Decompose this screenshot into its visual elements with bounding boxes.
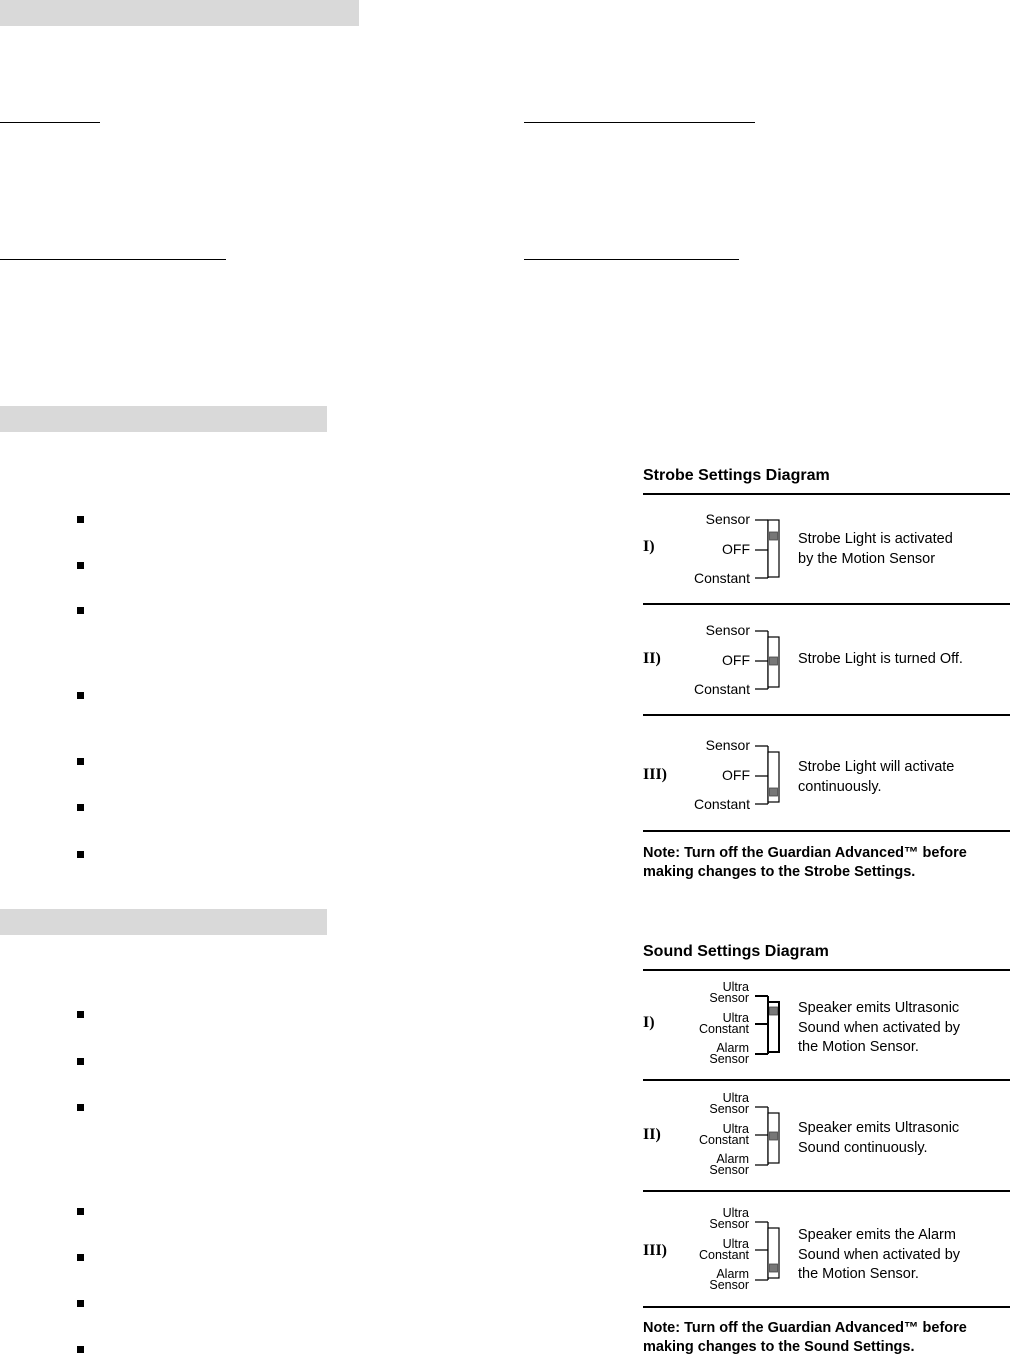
strobe-diagram-title: Strobe Settings Diagram xyxy=(643,467,830,484)
row-number: II) xyxy=(643,650,661,667)
heading-underline-2 xyxy=(524,122,755,123)
heading-underline-3 xyxy=(0,259,226,260)
slide-switch-icon xyxy=(752,1105,782,1167)
row-number: I) xyxy=(643,1014,655,1031)
switch-label-ultra-constant: Ultra Constant xyxy=(698,1237,749,1262)
bullet-icon xyxy=(77,1208,84,1215)
sound-rule xyxy=(643,969,1010,971)
switch-label-sensor: Sensor xyxy=(705,622,750,638)
strobe-rule xyxy=(643,830,1010,832)
switch-label-constant: Constant xyxy=(693,570,750,586)
slide-switch-icon xyxy=(752,627,782,691)
slide-switch-icon xyxy=(752,1220,782,1282)
switch-label-ultra-sensor: Ultra Sensor xyxy=(709,1091,749,1116)
strobe-rule xyxy=(643,603,1010,605)
bullet-icon xyxy=(77,1104,84,1111)
switch-label-constant: Constant xyxy=(693,681,750,697)
bullet-icon xyxy=(77,1254,84,1261)
section-header-bar-strobe xyxy=(0,406,327,432)
switch-label-ultra-constant: Ultra Constant xyxy=(698,1122,749,1147)
row-number: II) xyxy=(643,1126,661,1143)
switch-label-sensor: Sensor xyxy=(705,511,750,527)
switch-label-ultra-sensor: Ultra Sensor xyxy=(709,1206,749,1231)
strobe-rule xyxy=(643,493,1010,495)
sound-note: Note: Turn off the Guardian Advanced™ before making changes to the Sound Settings. xyxy=(643,1320,967,1355)
bullet-icon xyxy=(77,1346,84,1353)
section-header-bar-top xyxy=(0,0,359,26)
switch-label-off: OFF xyxy=(722,652,750,668)
slide-switch-icon xyxy=(752,516,782,580)
sound-rule xyxy=(643,1306,1010,1308)
sound-row-1-desc: Speaker emits Ultrasonic Sound when activated by the Motion Sensor. xyxy=(798,1000,961,1055)
bullet-icon xyxy=(77,692,84,699)
sound-rule xyxy=(643,1079,1010,1081)
bullet-icon xyxy=(77,516,84,523)
heading-underline-1 xyxy=(0,122,100,123)
bullet-icon xyxy=(77,1300,84,1307)
bullet-icon xyxy=(77,851,84,858)
sound-row-2-desc: Speaker emits Ultrasonic Sound continuously. xyxy=(798,1120,960,1156)
row-number: III) xyxy=(643,1242,668,1259)
bullet-icon xyxy=(77,1011,84,1018)
bullet-icon xyxy=(77,607,84,614)
switch-label-off: OFF xyxy=(722,541,750,557)
row-number: I) xyxy=(643,538,655,555)
heading-underline-4 xyxy=(524,259,739,260)
switch-label-sensor: Sensor xyxy=(705,737,750,753)
switch-label-ultra-sensor: Ultra Sensor xyxy=(709,980,749,1005)
strobe-note: Note: Turn off the Guardian Advanced™ before making changes to the Strobe Settings. xyxy=(643,845,967,880)
switch-label-alarm-sensor: Alarm Sensor xyxy=(709,1152,749,1177)
switch-label-constant: Constant xyxy=(693,796,750,812)
switch-label-alarm-sensor: Alarm Sensor xyxy=(709,1267,749,1292)
strobe-row-2-desc: Strobe Light is turned Off. xyxy=(798,651,963,667)
slide-switch-icon xyxy=(752,994,782,1056)
section-header-bar-sound xyxy=(0,909,327,935)
strobe-row-1-desc: Strobe Light is activated by the Motion Sensor xyxy=(798,531,953,567)
strobe-rule xyxy=(643,714,1010,716)
strobe-row-3-desc: Strobe Light will activate continuously. xyxy=(798,759,955,795)
bullet-icon xyxy=(77,758,84,765)
row-number: III) xyxy=(643,766,668,783)
sound-row-3-desc: Speaker emits the Alarm Sound when activated by the Motion Sensor. xyxy=(798,1227,961,1282)
bullet-icon xyxy=(77,562,84,569)
sound-diagram-title: Sound Settings Diagram xyxy=(643,943,829,960)
switch-label-ultra-constant: Ultra Constant xyxy=(698,1011,749,1036)
bullet-icon xyxy=(77,1058,84,1065)
switch-label-alarm-sensor: Alarm Sensor xyxy=(709,1041,749,1066)
slide-switch-icon xyxy=(752,742,782,806)
bullet-icon xyxy=(77,804,84,811)
sound-rule xyxy=(643,1190,1010,1192)
switch-label-off: OFF xyxy=(722,767,750,783)
